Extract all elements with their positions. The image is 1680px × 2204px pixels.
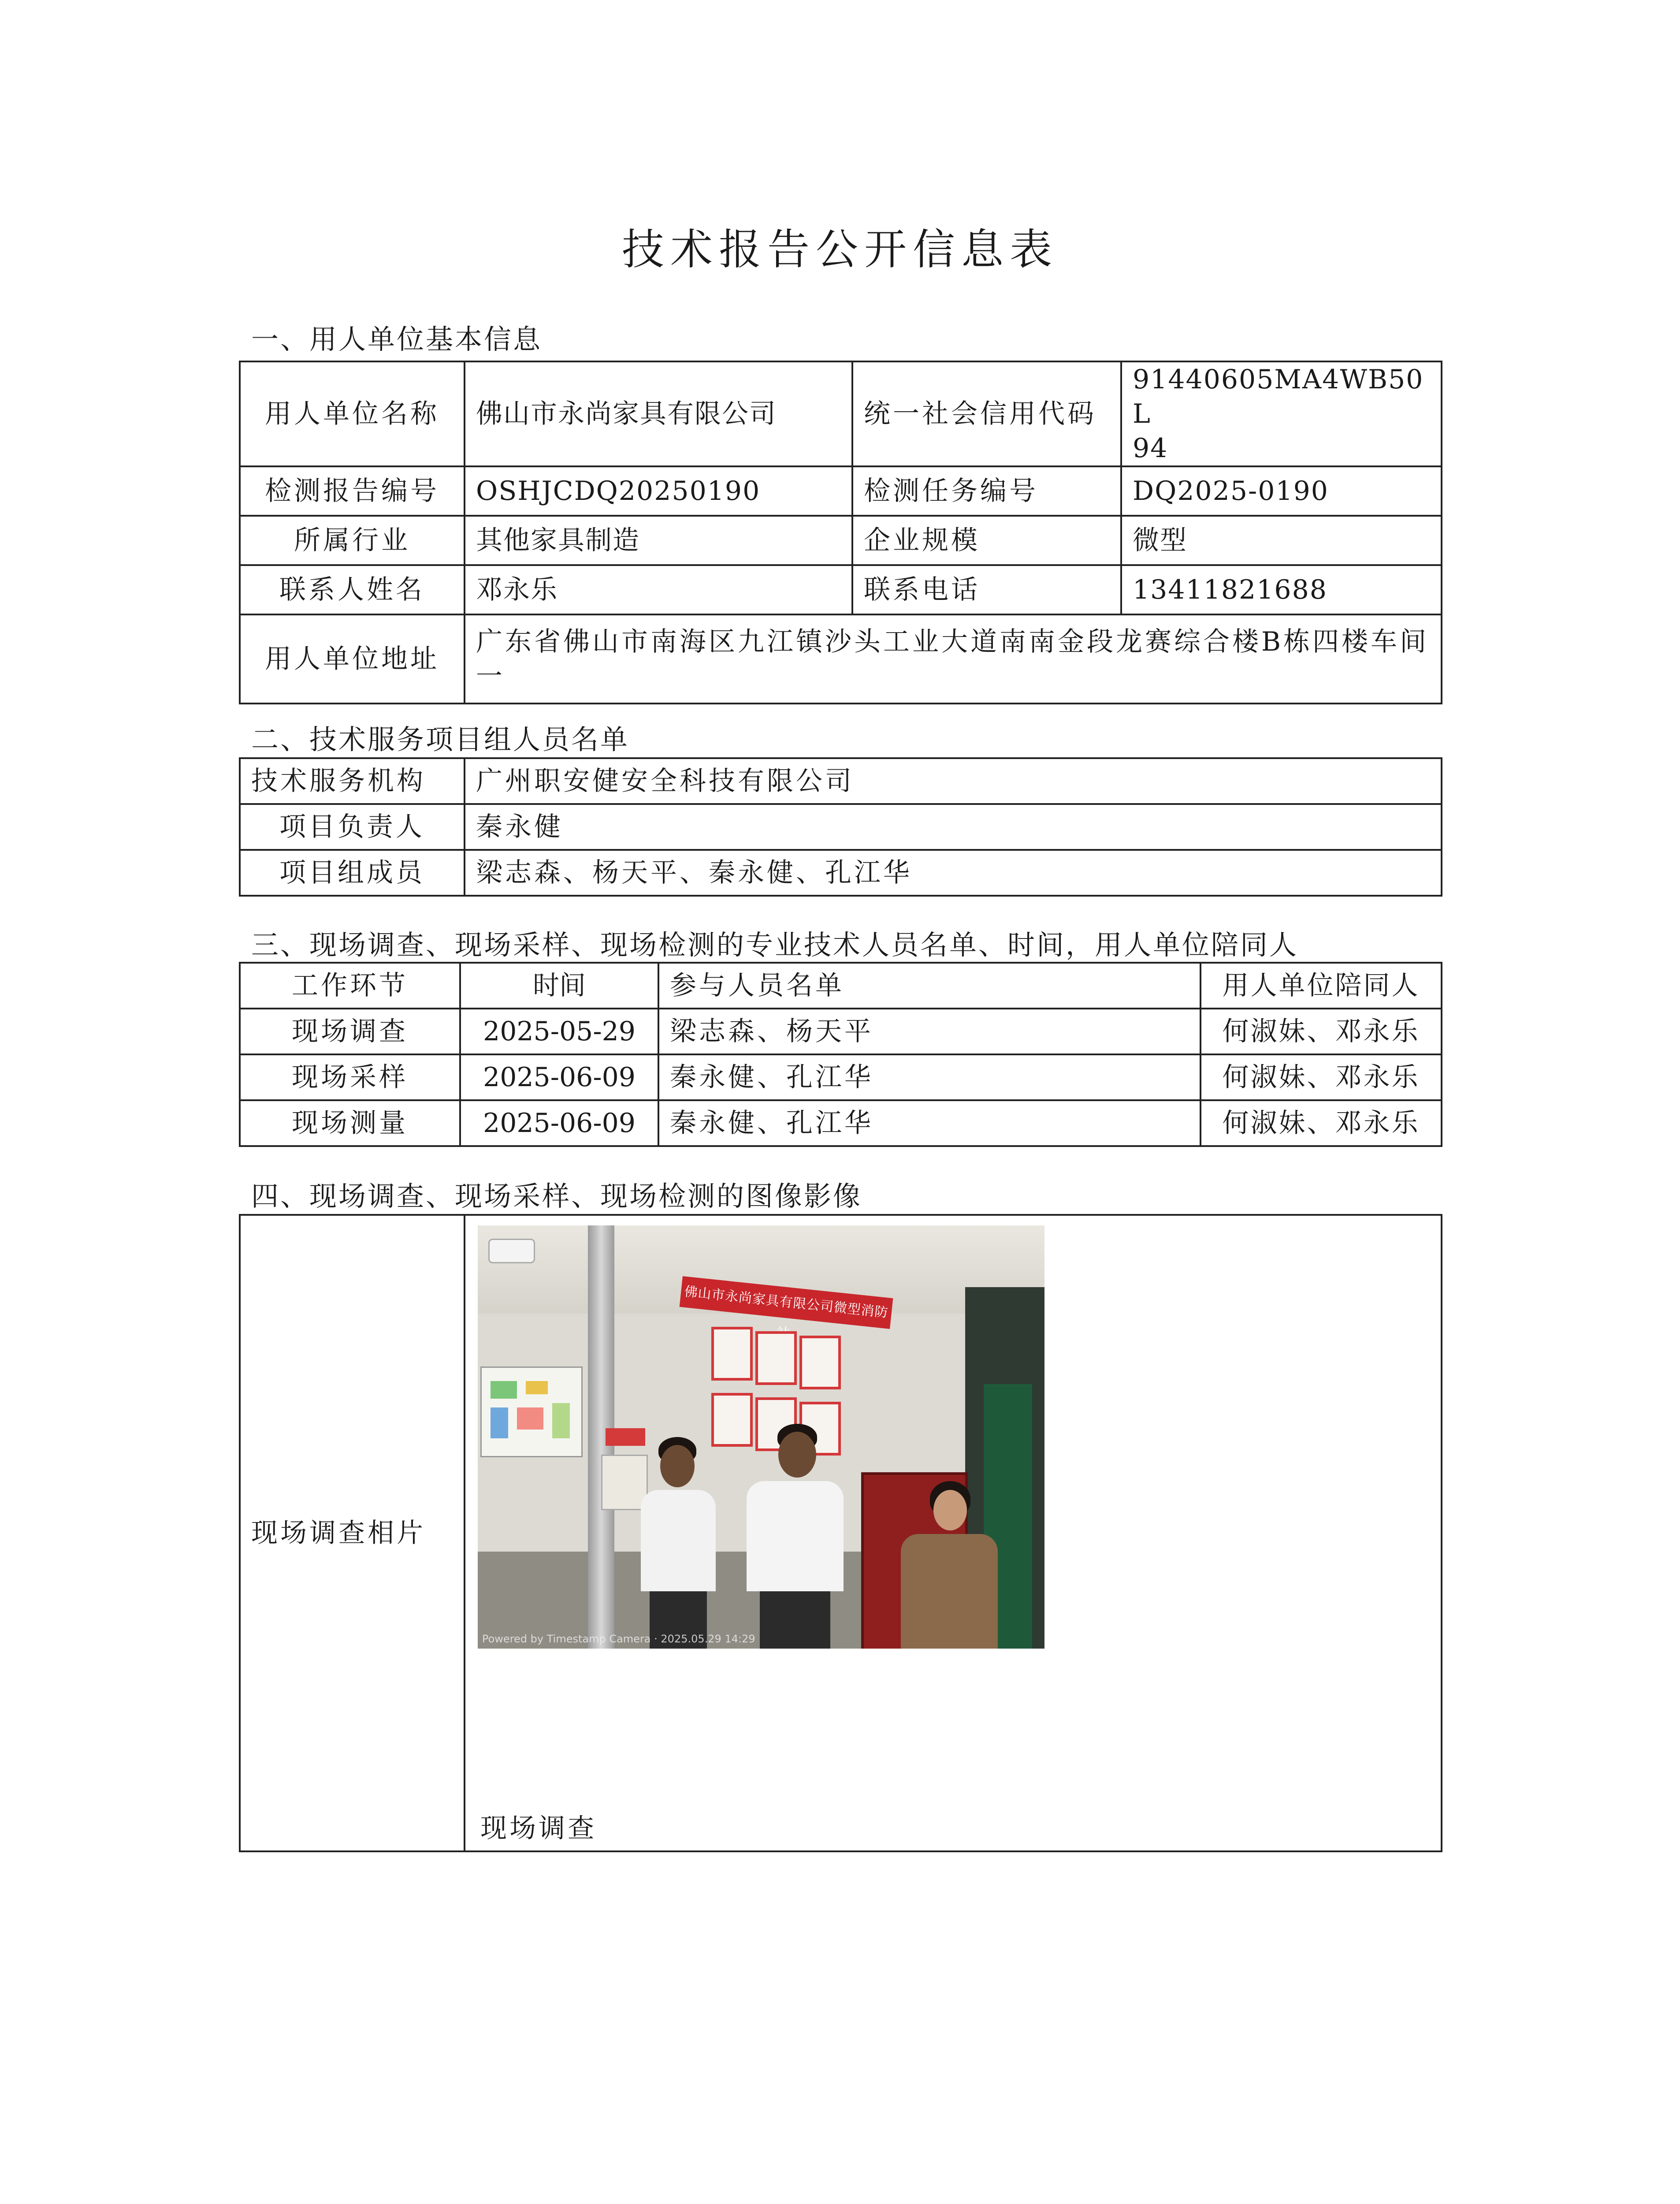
employer-name: 佛山市永尚家具有限公司	[465, 361, 852, 466]
credit-code-line2: 94	[1133, 433, 1168, 464]
photo-timestamp-watermark: Powered by Timestamp Camera · 2025.05.29 14:29	[482, 1633, 755, 1645]
photo-warning-sign	[606, 1428, 645, 1446]
team-row-value: 秦永健	[465, 804, 1442, 850]
fieldwork-companion: 何淑妹、邓永乐	[1201, 1054, 1442, 1100]
project-team-table	[239, 757, 1442, 897]
credit-code-line1: 91440605MA4WB50L	[1133, 364, 1424, 429]
fieldwork-members: 秦永健、孔江华	[658, 1100, 1201, 1146]
report-no: OSHJCDQ20250190	[465, 466, 852, 516]
task-no-label: 检测任务编号	[852, 466, 1121, 516]
employer-name-label: 用人单位名称	[240, 361, 465, 466]
fieldwork-companion: 何淑妹、邓永乐	[1201, 1100, 1442, 1146]
table-row	[240, 1009, 1442, 1054]
team-row-label: 技术服务机构	[240, 758, 465, 804]
photo-poster	[755, 1331, 797, 1385]
fieldwork-table	[239, 962, 1442, 1147]
fieldwork-date: 2025-06-09	[460, 1054, 658, 1100]
table-row	[240, 1100, 1442, 1146]
photo-person	[641, 1437, 716, 1649]
photo-row-label: 现场调查相片	[240, 1215, 465, 1851]
site-survey-photo	[478, 1225, 1044, 1649]
fieldwork-stage: 现场调查	[240, 1009, 460, 1054]
fieldwork-date: 2025-05-29	[460, 1009, 658, 1054]
section4-heading: 四、现场调查、现场采样、现场检测的图像影像	[251, 1180, 862, 1212]
team-row-value: 梁志森、杨天平、秦永健、孔江华	[465, 850, 1442, 896]
section2-heading: 二、技术服务项目组人员名单	[251, 723, 630, 756]
fieldwork-header-companion: 用人单位陪同人	[1201, 963, 1442, 1009]
contact-label: 联系人姓名	[240, 565, 465, 614]
contact-name: 邓永乐	[465, 565, 852, 614]
phone-label: 联系电话	[852, 565, 1121, 614]
photo-caption: 现场调查	[480, 1813, 597, 1844]
photo-person	[901, 1481, 998, 1649]
table-row	[240, 1054, 1442, 1100]
photo-person	[747, 1424, 844, 1649]
credit-code-label: 统一社会信用代码	[852, 361, 1121, 466]
credit-code	[1121, 361, 1442, 466]
fieldwork-stage: 现场测量	[240, 1100, 460, 1146]
photo-fire-station-banner: 佛山市永尚家具有限公司微型消防站	[680, 1276, 893, 1329]
scale: 微型	[1121, 516, 1442, 565]
team-row-value: 广州职安健安全科技有限公司	[465, 758, 1442, 804]
report-no-label: 检测报告编号	[240, 466, 465, 516]
phone: 13411821688	[1121, 565, 1442, 614]
address: 广东省佛山市南海区九江镇沙头工业大道南南金段龙赛综合楼B栋四楼车间一	[465, 614, 1442, 704]
section1-heading: 一、用人单位基本信息	[251, 323, 543, 355]
industry-label: 所属行业	[240, 516, 465, 565]
employer-info-table	[239, 361, 1442, 704]
team-row-label: 项目负责人	[240, 804, 465, 850]
scale-label: 企业规模	[852, 516, 1121, 565]
section3-heading: 三、现场调查、现场采样、现场检测的专业技术人员名单、时间，用人单位陪同人	[251, 929, 1299, 961]
fieldwork-header-stage: 工作环节	[240, 963, 460, 1009]
fieldwork-date: 2025-06-09	[460, 1100, 658, 1146]
team-row-label: 项目组成员	[240, 850, 465, 896]
task-no: DQ2025-0190	[1121, 466, 1442, 516]
page-title: 技术报告公开信息表	[622, 225, 1058, 274]
photo-floor-plan-board	[480, 1366, 583, 1457]
industry: 其他家具制造	[465, 516, 852, 565]
fieldwork-header-date: 时间	[460, 963, 658, 1009]
photo-security-camera	[488, 1239, 535, 1263]
photo-poster	[711, 1327, 753, 1381]
fieldwork-companion: 何淑妹、邓永乐	[1201, 1009, 1442, 1054]
photo-poster	[799, 1336, 841, 1389]
address-label: 用人单位地址	[240, 614, 465, 704]
fieldwork-stage: 现场采样	[240, 1054, 460, 1100]
fieldwork-header-members: 参与人员名单	[658, 963, 1201, 1009]
fieldwork-members: 梁志森、杨天平	[658, 1009, 1201, 1054]
fieldwork-members: 秦永健、孔江华	[658, 1054, 1201, 1100]
